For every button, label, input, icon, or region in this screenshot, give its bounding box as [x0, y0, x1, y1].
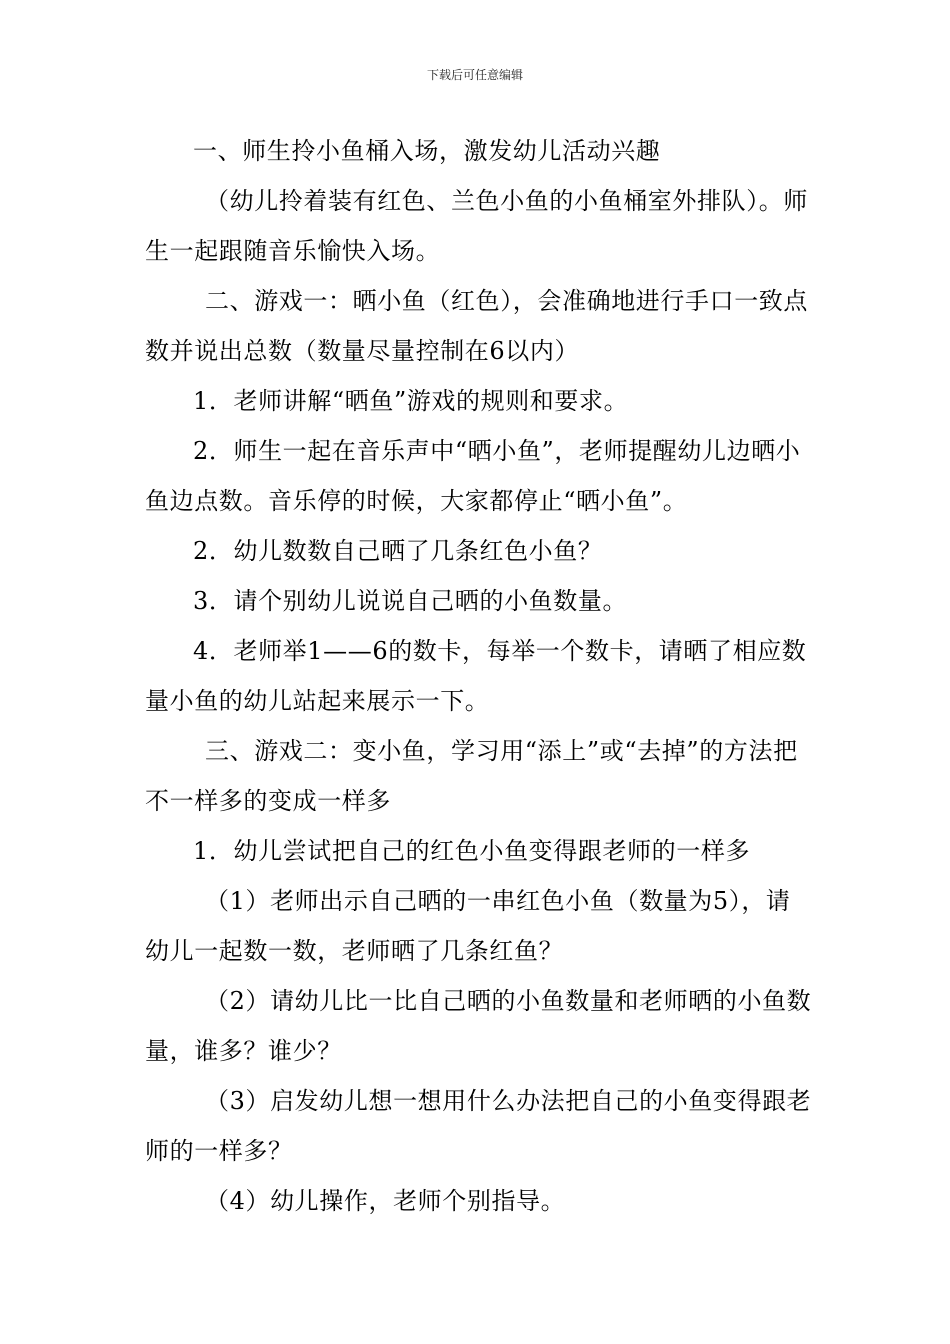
sub-item-4: （4）幼儿操作，老师个别指导。 — [205, 1187, 566, 1215]
sub-item-1: （1）老师出示自己晒的一串红色小鱼（数量为5），请幼儿一起数一数，老师晒了几条红鱼？ — [145, 887, 791, 965]
sub-item-3: （3）启发幼儿想一想用什么办法把自己的小鱼变得跟老师的一样多？ — [145, 1087, 812, 1165]
section-heading-1: 一、师生拎小鱼桶入场，激发幼儿活动兴趣 — [193, 137, 661, 165]
paragraph-entrance: （幼儿拎着装有红色、兰色小鱼的小鱼桶室外排队）。师生一起跟随音乐愉快入场。 — [145, 187, 808, 265]
list-item-match-teacher: 1．幼儿尝试把自己的红色小鱼变得跟老师的一样多 — [193, 837, 751, 865]
page-header-note: 下载后可任意编辑 — [426, 68, 523, 82]
section-heading-2: 二、游戏一：晒小鱼（红色），会准确地进行手口一致点数并说出总数（数量尽量控制在6以内） — [145, 287, 808, 365]
sub-item-2: （2）请幼儿比一比自己晒的小鱼数量和老师晒的小鱼数量，谁多？谁少？ — [145, 987, 812, 1065]
document-body — [145, 126, 815, 1226]
list-item-number-cards: 4．老师举1——6的数卡，每举一个数卡，请晒了相应数量小鱼的幼儿站起来展示一下。 — [145, 637, 807, 715]
list-item-report: 3．请个别幼儿说说自己晒的小鱼数量。 — [193, 587, 628, 615]
list-item-music: 2．师生一起在音乐声中“晒小鱼”，老师提醒幼儿边晒小鱼边点数。音乐停的时候，大家都停止“晒小鱼”。 — [145, 437, 801, 515]
section-heading-3: 三、游戏二：变小鱼，学习用“添上”或“去掉”的方法把不一样多的变成一样多 — [145, 737, 798, 815]
list-item-rules: 1．老师讲解“晒鱼”游戏的规则和要求。 — [193, 387, 629, 415]
list-item-count: 2．幼儿数数自己晒了几条红色小鱼？ — [193, 537, 603, 565]
